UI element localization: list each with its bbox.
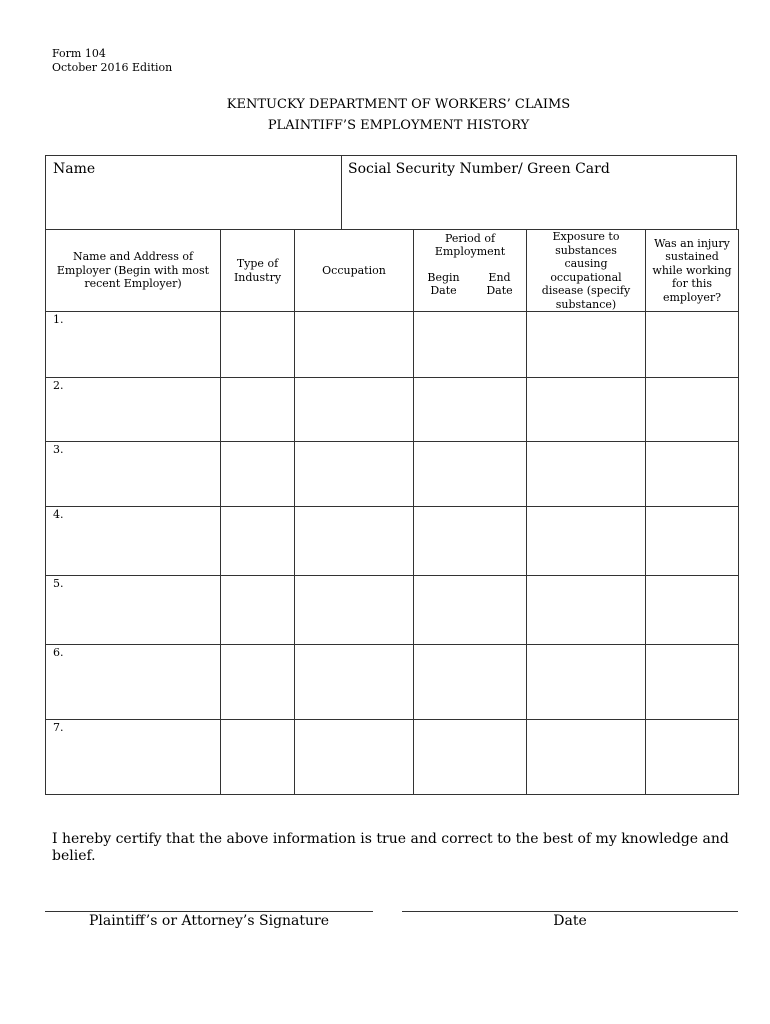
date-line[interactable]	[402, 911, 738, 912]
table-row	[46, 312, 739, 378]
period-cell[interactable]	[414, 645, 527, 720]
industry-cell[interactable]	[221, 720, 295, 795]
row-number[interactable]: 6.	[46, 645, 221, 720]
industry-cell[interactable]	[221, 378, 295, 442]
certification-statement: I hereby certify that the above information is true and correct to the best of my knowledge and belief.	[52, 831, 729, 864]
period-cell[interactable]	[414, 312, 527, 378]
period-title: Period of Employment	[434, 231, 506, 258]
exposure-cell[interactable]	[527, 720, 646, 795]
header-employer: Name and Address of Employer (Begin with most recent Employer)	[46, 230, 221, 312]
title-line-1: KENTUCKY DEPARTMENT OF WORKERS’ CLAIMS	[226, 97, 571, 112]
identity-divider	[341, 156, 342, 229]
header-exposure: Exposure to substances causing occupational disease (specify substance)	[527, 230, 646, 312]
row-number[interactable]: 2.	[46, 378, 221, 442]
header-industry: Type of Industry	[221, 230, 295, 312]
date-label: Date	[553, 913, 587, 929]
exposure-cell[interactable]	[527, 378, 646, 442]
occupation-cell[interactable]	[295, 507, 414, 576]
occupation-cell[interactable]	[295, 645, 414, 720]
header-occupation: Occupation	[295, 230, 414, 312]
row-number[interactable]: 7.	[46, 720, 221, 795]
exposure-cell[interactable]	[527, 645, 646, 720]
occupation-cell[interactable]	[295, 378, 414, 442]
document-title	[0, 94, 770, 136]
injury-cell[interactable]	[646, 442, 739, 507]
occupation-cell[interactable]	[295, 720, 414, 795]
exposure-cell[interactable]	[527, 312, 646, 378]
occupation-cell[interactable]	[295, 576, 414, 645]
row-number[interactable]: 1.	[46, 312, 221, 378]
title-line-2: PLAINTIFF’S EMPLOYMENT HISTORY	[267, 118, 530, 133]
table-row	[46, 576, 739, 645]
period-cell[interactable]	[414, 576, 527, 645]
period-cell[interactable]	[414, 442, 527, 507]
industry-cell[interactable]	[221, 507, 295, 576]
exposure-cell[interactable]	[527, 442, 646, 507]
injury-cell[interactable]	[646, 312, 739, 378]
form-number: Form 104	[52, 47, 106, 60]
table-row	[46, 720, 739, 795]
signature-line[interactable]	[45, 911, 373, 912]
occupation-cell[interactable]	[295, 442, 414, 507]
exposure-cell[interactable]	[527, 576, 646, 645]
signature-label: Plaintiff’s or Attorney’s Signature	[88, 913, 330, 929]
injury-cell[interactable]	[646, 507, 739, 576]
end-date-header: End Date	[486, 270, 513, 297]
header-period	[414, 230, 527, 312]
table-row	[46, 378, 739, 442]
injury-cell[interactable]	[646, 720, 739, 795]
header-injury: Was an injury sustained while working for this employer?	[646, 230, 739, 312]
table-row	[46, 645, 739, 720]
injury-cell[interactable]	[646, 576, 739, 645]
injury-cell[interactable]	[646, 378, 739, 442]
period-cell[interactable]	[414, 378, 527, 442]
form-edition: October 2016 Edition	[52, 61, 173, 74]
table-row	[46, 442, 739, 507]
name-field[interactable]: Name	[53, 161, 96, 177]
begin-date-header: Begin Date	[427, 270, 460, 297]
industry-cell[interactable]	[221, 645, 295, 720]
employment-history-table	[45, 229, 739, 795]
period-cell[interactable]	[414, 507, 527, 576]
table-row	[46, 507, 739, 576]
ssn-field[interactable]: Social Security Number/ Green Card	[348, 161, 610, 177]
industry-cell[interactable]	[221, 442, 295, 507]
occupation-cell[interactable]	[295, 312, 414, 378]
industry-cell[interactable]	[221, 576, 295, 645]
row-number[interactable]: 4.	[46, 507, 221, 576]
injury-cell[interactable]	[646, 645, 739, 720]
row-number[interactable]: 5.	[46, 576, 221, 645]
exposure-cell[interactable]	[527, 507, 646, 576]
identity-fields	[45, 155, 737, 229]
period-cell[interactable]	[414, 720, 527, 795]
industry-cell[interactable]	[221, 312, 295, 378]
table-header-row	[46, 230, 739, 312]
row-number[interactable]: 3.	[46, 442, 221, 507]
form-identifier	[52, 47, 172, 75]
